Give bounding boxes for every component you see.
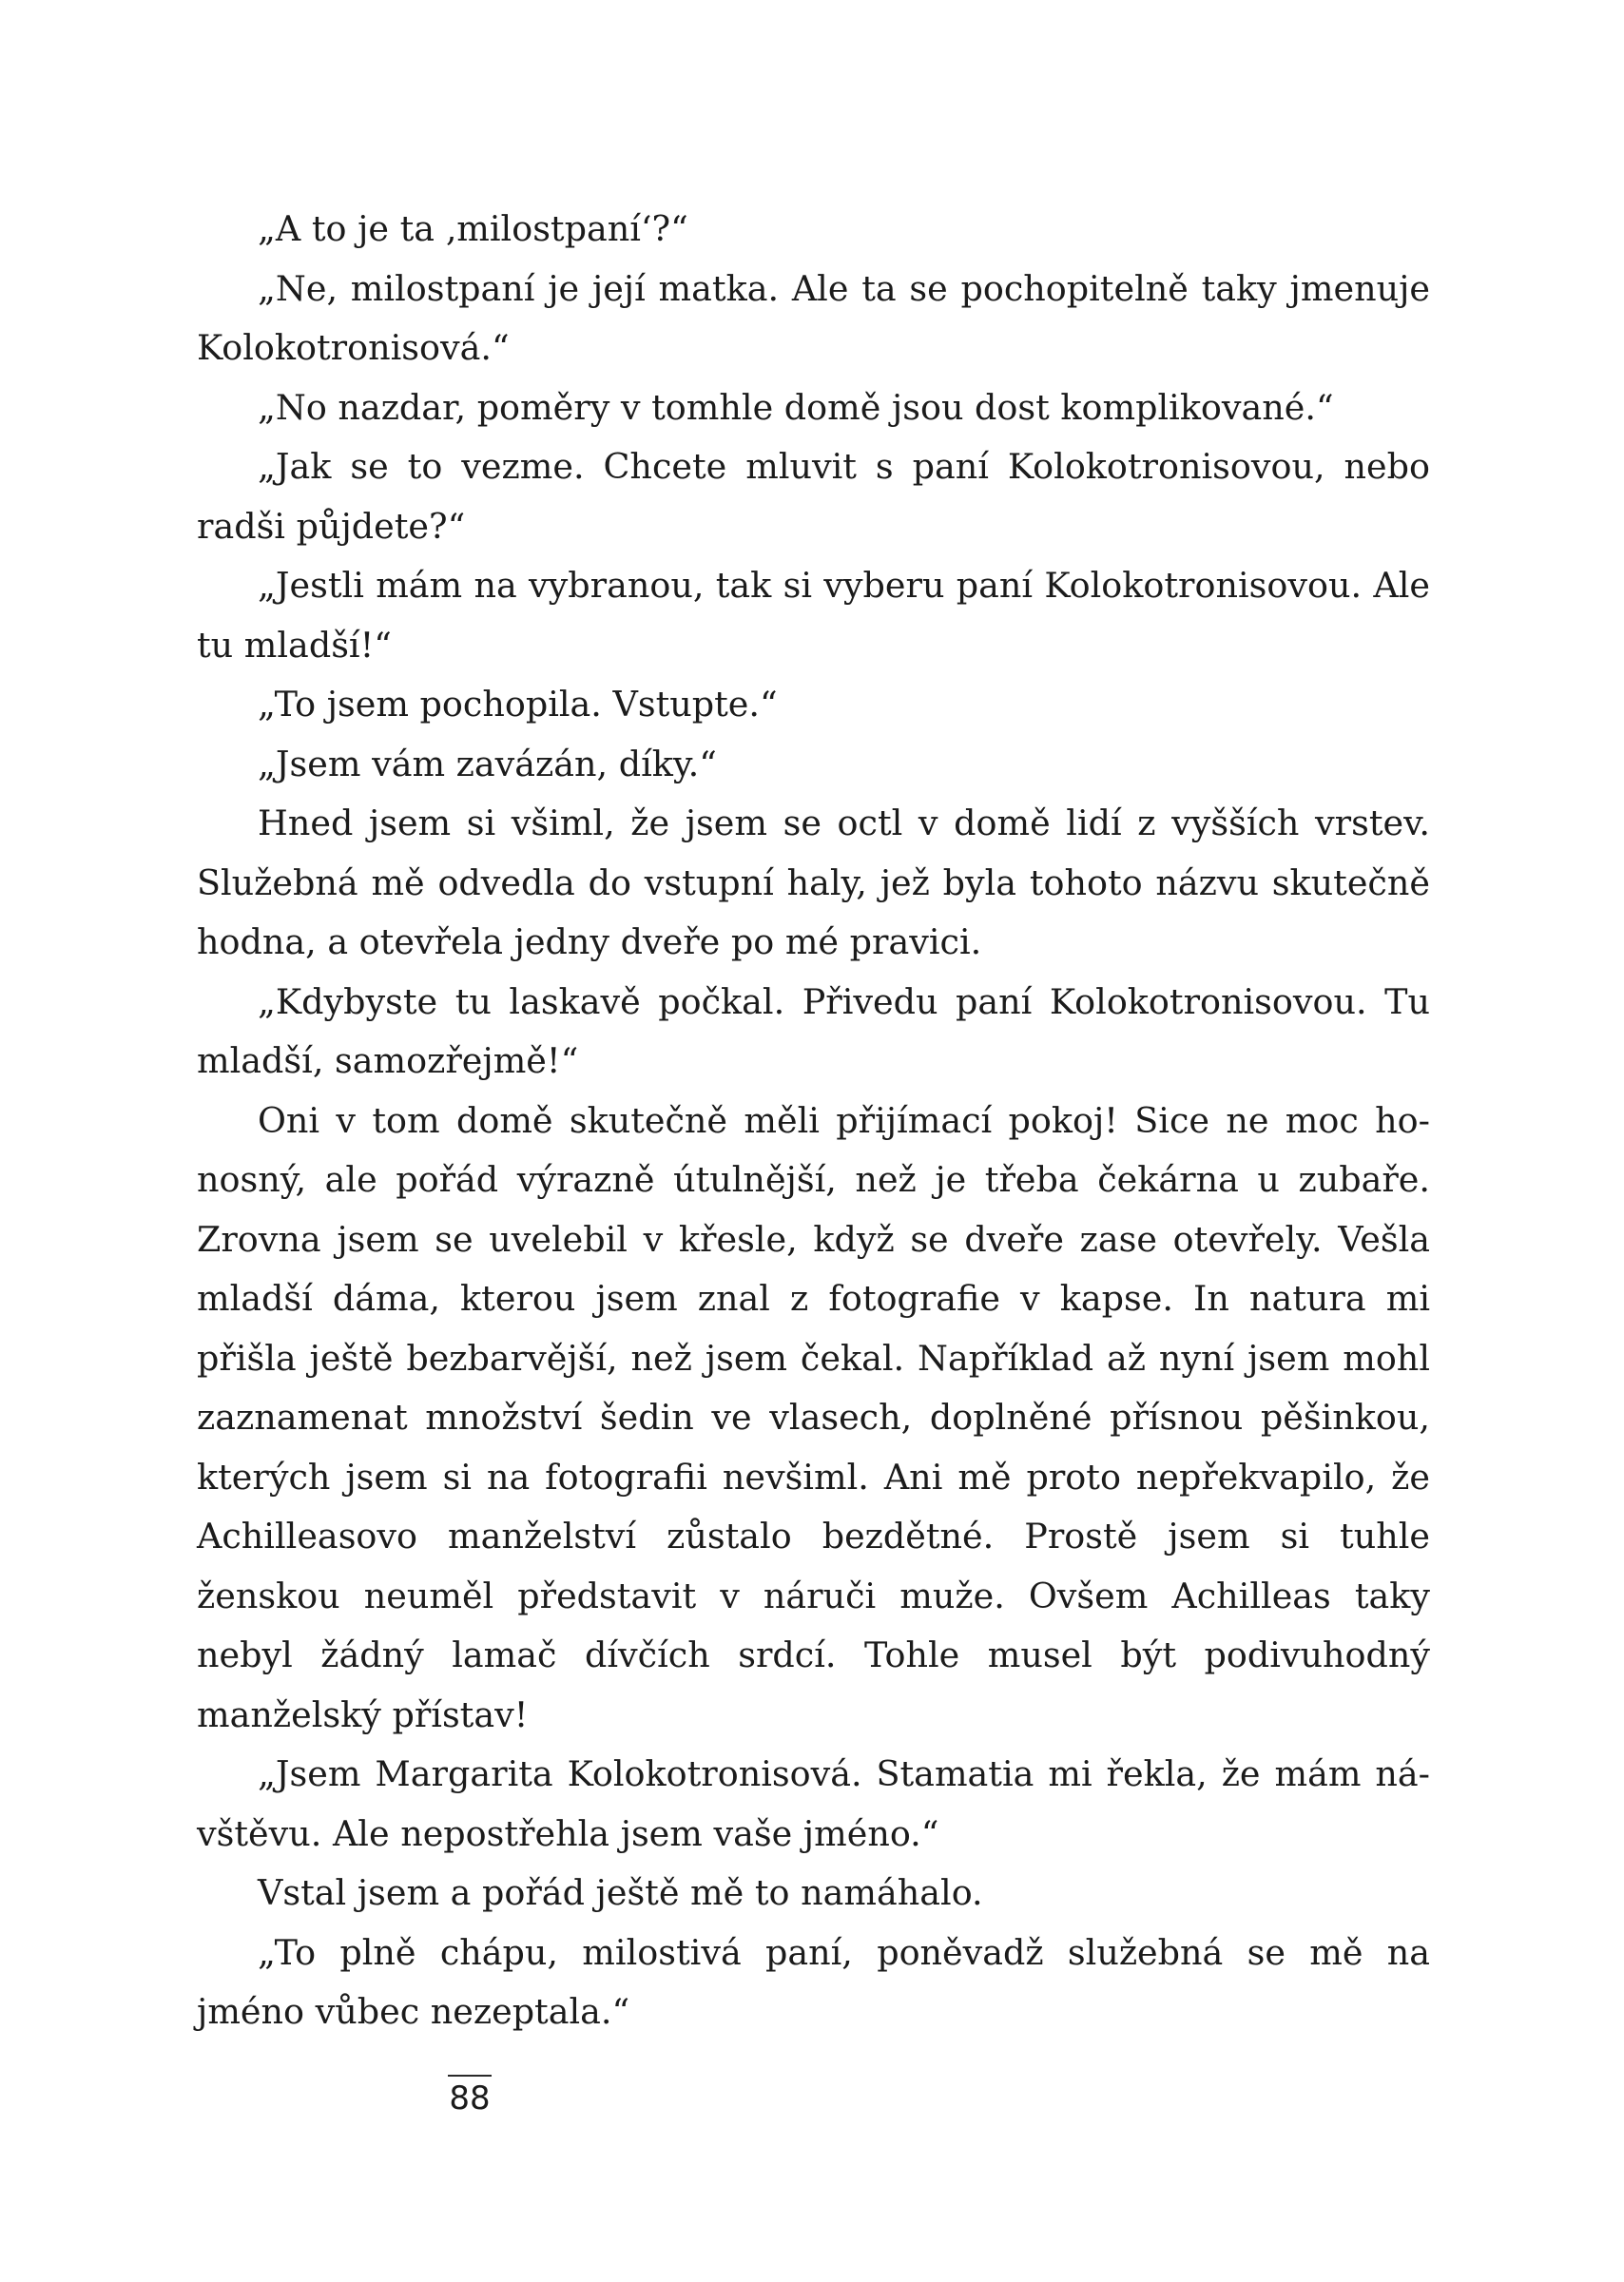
paragraph-12: Vstal jsem a pořád ještě mě to namáhalo. xyxy=(258,1872,983,1913)
paragraph-4: „Jak se to vezme. Chcete mluvit s paní Kolokotronisovou, nebo radši půjdete?“ xyxy=(197,446,1430,547)
paragraph-13: „To plně chápu, milostivá paní, poněvadž služebná se mě na jméno vůbec nezeptala.“ xyxy=(197,1931,1430,2032)
paragraph-5: „Jestli mám na vybranou, tak si vyberu paní Kolokotronisovou. Ale tu mladší!“ xyxy=(197,565,1430,666)
paragraph-8: Hned jsem si všiml, že jsem se octl v domě lidí z vyšších vrstev. Služebná mě odvedla do vstupní haly, jež byla tohoto názvu skutečně hodna, a otevřela jedny dveře po mé pravici. xyxy=(197,803,1430,962)
body-text xyxy=(197,200,1430,2042)
paragraph-7: „Jsem vám zavázán, díky.“ xyxy=(258,743,717,784)
paragraph-10: Oni v tom domě skutečně měli přijímací pokoj! Sice ne moc honosný, ale pořád výrazně útulnější, než je třeba čekárna u zubaře. Zrovna jsem se uvelebil v křesle, když se dveře zase otevřely. Vešla mladší dáma, kterou jsem znal z fotografie v kapse. In natura mi přišla ještě bezbarvější, než jsem čekal. Například až nyní jsem mohl zaznamenat množství šedin ve vlasech, doplněné přísnou pěšinkou, kterých jsem si na fotografii nevšiml. Ani mě proto nepřekvapilo, že Achilleasovo manželství zůstalo bezdětné. Prostě jsem si tuhle ženskou neuměl představit v náruči muže. Ovšem Achilleas taky nebyl žádný lamač dívčích srdcí. Tohle musel být podivuhodný manželský přístav! xyxy=(197,1099,1430,1735)
paragraph-6: „To jsem pochopila. Vstupte.“ xyxy=(258,684,778,725)
page-number-rule xyxy=(448,2075,492,2077)
page-number: 88 xyxy=(449,2079,491,2118)
paragraph-3: „No nazdar, poměry v tomhle domě jsou dost komplikované.“ xyxy=(258,386,1334,428)
paragraph-2: „Ne, milostpaní je její matka. Ale ta se pochopitelně taky jmenuje Kolokotronisová.“ xyxy=(197,267,1430,368)
paragraph-1: „A to je ta ‚milostpaní‘?“ xyxy=(258,208,688,249)
paragraph-9: „Kdybyste tu laskavě počkal. Přivedu paní Kolokotronisovou. Tu mladší, samozřejmě!“ xyxy=(197,980,1430,1081)
paragraph-11: „Jsem Margarita Kolokotronisová. Stamatia mi řekla, že mám návštěvu. Ale nepostřehla jsem vaše jméno.“ xyxy=(197,1753,1430,1854)
